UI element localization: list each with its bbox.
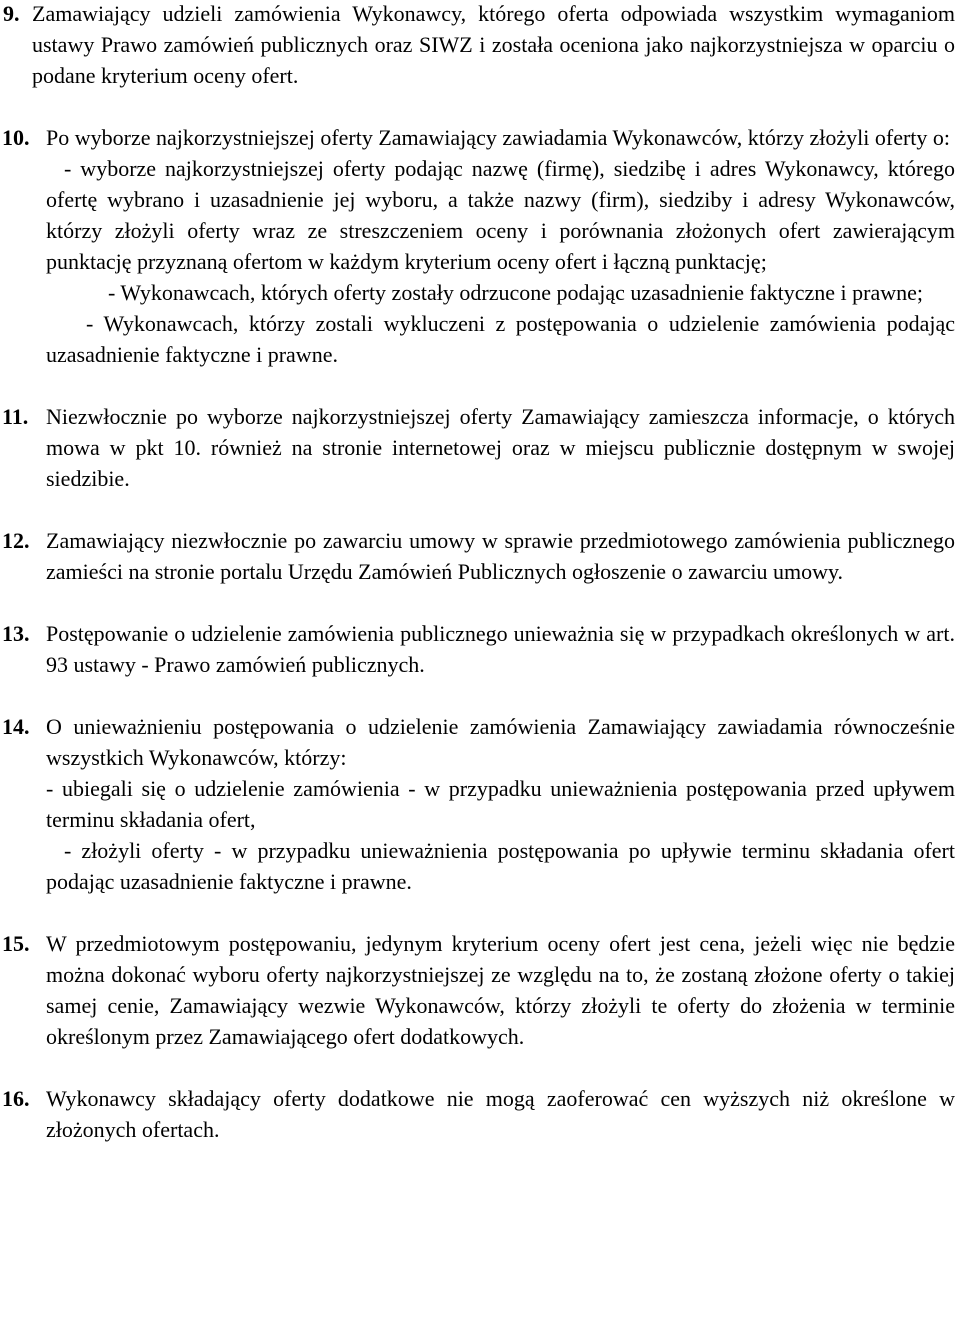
list-item-14: [0, 711, 960, 897]
item-paragraph: Niezwłocznie po wyborze najkorzystniejszej oferty Zamawiający zamieszcza informacje, o których mowa w pkt 10. również na stronie internetowej oraz w miejscu publicznie dostępnym w swojej siedzibie.: [46, 404, 955, 491]
item-paragraph: W przedmiotowym postępowaniu, jedynym kryterium oceny ofert jest cena, jeżeli więc nie będzie można dokonać wyboru oferty najkorzystniejszej ze względu na to, że zostaną złożone oferty o takiej samej cenie, Zamawiający wezwie Wykonawców, którzy złożyli te oferty do złożenia w terminie określonym przez Zamawiającego ofert dodatkowych.: [46, 931, 955, 1049]
item-paragraph: O unieważnieniu postępowania o udzielenie zamówienia Zamawiający zawiadamia równocześnie wszystkich Wykonawców, którzy:: [46, 714, 955, 770]
list-item-12: [0, 525, 960, 587]
item-number: 14.: [2, 714, 30, 739]
item-paragraph: Zamawiający niezwłocznie po zawarciu umowy w sprawie przedmiotowego zamówienia publicznego zamieści na stronie portalu Urzędu Zamówień Publicznych ogłoszenie o zawarciu umowy.: [46, 528, 955, 584]
item-number: 15.: [2, 931, 30, 956]
item-subparagraph: - Wykonawcach, którzy zostali wykluczeni z postępowania o udzielenie zamówienia podając uzasadnienie faktyczne i prawne.: [46, 311, 955, 367]
list-item-13: [0, 618, 960, 680]
list-item-11: [0, 401, 960, 494]
item-paragraph: Wykonawcy składający oferty dodatkowe nie mogą zaoferować cen wyższych niż określone w złożonych ofertach.: [46, 1086, 955, 1142]
item-subparagraph: - złożyli oferty - w przypadku unieważnienia postępowania po upływie terminu składania ofert podając uzasadnienie faktyczne i prawne.: [46, 838, 955, 894]
list-item-9: [0, 0, 960, 91]
item-number: 13.: [2, 621, 30, 646]
item-number: 11.: [2, 404, 29, 429]
item-number: 10.: [2, 125, 30, 150]
item-subparagraph: - Wykonawcach, których oferty zostały odrzucone podając uzasadnienie faktyczne i prawne;: [108, 280, 923, 305]
item-number: 12.: [2, 528, 30, 553]
list-item-15: [0, 928, 960, 1052]
item-number: 9.: [3, 1, 20, 26]
item-number: 16.: [2, 1086, 30, 1111]
item-paragraph: Zamawiający udzieli zamówienia Wykonawcy, którego oferta odpowiada wszystkim wymaganiom ustawy Prawo zamówień publicznych oraz SIWZ i została oceniona jako najkorzystniejsza w oparciu o podane kryterium oceny ofert.: [32, 1, 955, 88]
item-paragraph: Po wyborze najkorzystniejszej oferty Zamawiający zawiadamia Wykonawców, którzy złożyli oferty o:: [46, 125, 951, 150]
list-item-10: [0, 122, 960, 370]
item-subparagraph: - ubiegali się o udzielenie zamówienia - w przypadku unieważnienia postępowania przed upływem terminu składania ofert,: [46, 776, 955, 832]
item-paragraph: Postępowanie o udzielenie zamówienia publicznego unieważnia się w przypadkach określonych w art. 93 ustawy - Prawo zamówień publicznych.: [46, 621, 955, 677]
list-item-16: [0, 1083, 960, 1145]
item-subparagraph: - wyborze najkorzystniejszej oferty podając nazwę (firmę), siedzibę i adres Wykonawcy, którego ofertę wybrano i uzasadnienie jej wyboru, a także nazwy (firm), siedziby i adresy Wykonawców, którzy złożyli oferty wraz ze streszczeniem oceny i porównania złożonych ofert zawierającym punktację przyznaną ofertom w każdym kryterium oceny ofert i łączną punktację;: [46, 156, 955, 274]
